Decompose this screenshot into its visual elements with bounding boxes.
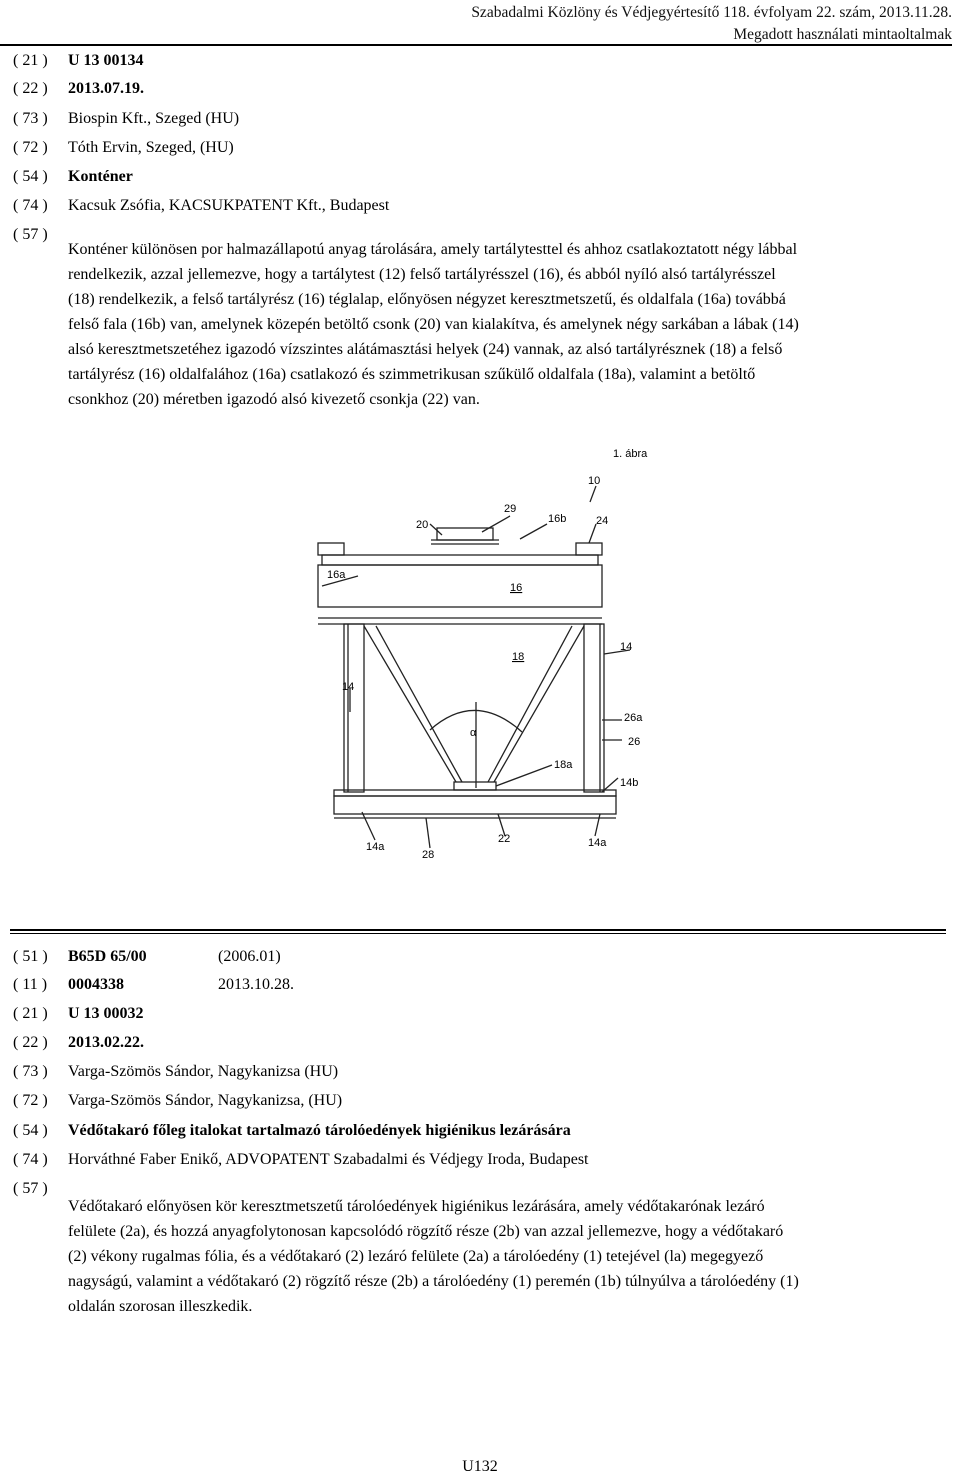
- header-rule: [0, 44, 952, 46]
- label-14a-left: 14a: [366, 841, 385, 853]
- label-14-left: 14: [342, 681, 355, 693]
- field-74-b: ( 74 ) Horváthné Faber Enikő, ADVOPATENT Szabadalmi és Védjegy Iroda, Budapest: [13, 1151, 589, 1168]
- label-14b: 14b: [620, 777, 639, 789]
- page-number: U132: [462, 1458, 498, 1475]
- journal-title: Szabadalmi Közlöny és Védjegyértesítő 118. évfolyam 22. szám, 2013.11.28.: [471, 4, 952, 21]
- field-72-b: ( 72 ) Varga-Szömös Sándor, Nagykanizsa, (HU): [13, 1092, 343, 1109]
- label-18: 18: [512, 651, 525, 663]
- label-22: 22: [498, 833, 511, 845]
- label-14a-right: 14a: [588, 837, 607, 849]
- label-20: 20: [416, 519, 429, 531]
- container-drawing: [300, 440, 660, 870]
- label-16a: 16a: [327, 569, 346, 581]
- label-26: 26: [628, 736, 641, 748]
- label-14-right: 14: [620, 641, 633, 653]
- field-11: ( 11 ) 0004338 2013.10.28.: [13, 976, 294, 993]
- abstract-2: Védőtakaró előnyösen kör keresztmetszetű tárolóedények higiénikus lezárására, amely védőtakarónak lezáró felülete (2a), és hozzá anyagfolytonosan kapcsolódó rögzítő része (2b) van azzal jellemezve, hogy a védőtakaró (2) vékony rugalmas fólia, és a védőtakaró (2) lezáró felülete (2a) a tárolóedény (1) tetejével (la) megegyező nagyságú, valamint a védőtakaró (2) rögzítő része (2b) a tárolóedény (1) peremén (1b) túlnyúlva a tárolóedény (1) oldalán szorosan illeszkedik.: [68, 1198, 799, 1315]
- field-21-b: ( 21 ) U 13 00032: [13, 1005, 144, 1022]
- abstract-1: Konténer különösen por halmazállapotú anyag tárolására, amely tartálytesttel és ahhoz csatlakoztatott négy lábbal rendelkezik, azzal jellemezve, hogy a tartálytest (12) felső tartályrésszel (16), és abból nyíló alsó tartályrésszel (18) rendelkezik, a felső tartályrész (16) téglalap, előnyösen négyzet keresztmetszetű, és oldalfala (16a) továbbá felső fala (16b) van, amelynek közepén betöltő csonk (20) van kialakítva, és amelynek négy sarkában a lábak (14) alsó keresztmetszetéhez igazodó vízszintes alátámasztási helyek (24) vannak, az alsó tartályrésznek (18) a felső tartályrész (16) oldalfalához (16a) csatlakozó és szimmetrikusan szűkülő oldalfala (18a), valamint a betöltő csonkhoz (20) méretben igazodó alsó kivezető csonkja (22) van.: [68, 241, 799, 408]
- field-22: ( 22 ) 2013.07.19.: [13, 80, 144, 97]
- field-74: ( 74 ) Kacsuk Zsófia, KACSUKPATENT Kft., Budapest: [13, 197, 390, 214]
- entry-separator-thin: [10, 933, 946, 934]
- entry-separator: [10, 929, 946, 931]
- field-72: ( 72 ) Tóth Ervin, Szeged, (HU): [13, 139, 234, 156]
- label-18a: 18a: [554, 759, 573, 771]
- label-10: 10: [588, 475, 601, 487]
- figure-caption: 1. ábra: [613, 448, 648, 460]
- field-54-b: ( 54 ) Védőtakaró főleg italokat tartalmazó tárolóedények higiénikus lezárására: [13, 1122, 571, 1139]
- label-16: 16: [510, 582, 523, 594]
- page-header: [190, 2, 952, 46]
- section-title: Megadott használati mintaoltalmak: [733, 26, 952, 43]
- label-16b: 16b: [548, 513, 567, 525]
- label-26a: 26a: [624, 712, 643, 724]
- field-73: ( 73 ) Biospin Kft., Szeged (HU): [13, 110, 240, 127]
- label-28: 28: [422, 849, 435, 861]
- field-57: ( 57 ): [13, 226, 48, 243]
- label-29: 29: [504, 503, 517, 515]
- field-54: ( 54 ) Konténer: [13, 168, 133, 185]
- label-alpha: α: [470, 727, 477, 739]
- field-73-b: ( 73 ) Varga-Szömös Sándor, Nagykanizsa (HU): [13, 1063, 339, 1080]
- field-57-b: ( 57 ): [13, 1180, 48, 1197]
- field-21: ( 21 ) U 13 00134: [13, 52, 144, 69]
- field-51: ( 51 ) B65D 65/00 (2006.01): [13, 948, 281, 965]
- field-22-b: ( 22 ) 2013.02.22.: [13, 1034, 144, 1051]
- label-24: 24: [596, 515, 609, 527]
